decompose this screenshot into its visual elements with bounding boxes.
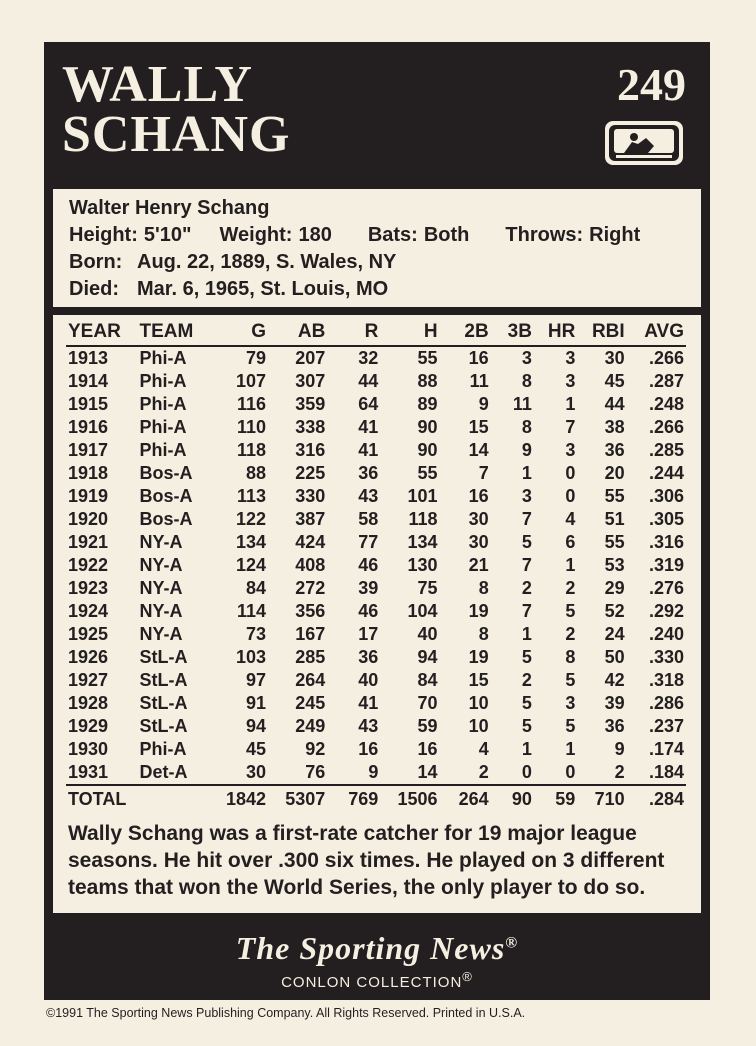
stat-cell-avg: .248 (648, 394, 684, 414)
stat-cell-hr: 1 (565, 739, 576, 759)
stat-cell-2b: 19 (468, 647, 489, 667)
stat-cell-hr: 8 (565, 647, 576, 667)
table-row (66, 462, 686, 485)
stat-cell-avg: .318 (648, 670, 684, 690)
stat-cell-2b: 15 (468, 417, 489, 437)
stat-cell-ab: 338 (295, 417, 326, 437)
stat-cell-h: 90 (417, 440, 438, 460)
stat-cell-2b: 19 (468, 601, 489, 621)
stat-cell-2b: 15 (468, 670, 489, 690)
total-cell-hr: 59 (534, 785, 577, 812)
stat-cell-r: 58 (358, 509, 379, 529)
stat-cell-r: 43 (358, 486, 379, 506)
stat-cell-r: 39 (358, 578, 379, 598)
stat-cell-ab: 249 (295, 716, 326, 736)
stat-cell-3b: 7 (521, 601, 532, 621)
stat-cell-r: 36 (358, 647, 379, 667)
stat-cell-h: 94 (417, 647, 438, 667)
stat-cell-rbi: 38 (604, 417, 625, 437)
stat-cell-team: NY-A (139, 624, 183, 644)
stat-cell-r: 41 (358, 417, 379, 437)
stat-cell-avg: .305 (648, 509, 684, 529)
stats-header-hr: HR (534, 318, 577, 346)
stat-cell-avg: .330 (648, 647, 684, 667)
stat-cell-h: 90 (417, 417, 438, 437)
table-row (66, 554, 686, 577)
copyright-line: ©1991 The Sporting News Publishing Company. All Rights Reserved. Printed in U.S.A. (46, 1006, 526, 1020)
stat-cell-year: 1919 (68, 486, 109, 506)
stat-cell-2b: 30 (468, 532, 489, 552)
stats-header-g: G (220, 318, 268, 346)
stat-cell-3b: 2 (521, 578, 532, 598)
stat-cell-avg: .306 (648, 486, 684, 506)
stat-cell-2b: 16 (468, 486, 489, 506)
stat-cell-r: 46 (358, 601, 379, 621)
throws-label: Throws: (505, 224, 584, 246)
stat-cell-3b: 8 (521, 371, 532, 391)
stat-cell-3b: 11 (512, 394, 532, 414)
stat-cell-h: 84 (417, 670, 438, 690)
stat-cell-rbi: 36 (604, 440, 625, 460)
career-stats-table (66, 318, 686, 812)
stat-cell-avg: .174 (648, 739, 684, 759)
stat-cell-hr: 3 (565, 371, 576, 391)
stat-cell-r: 17 (358, 624, 379, 644)
stat-cell-year: 1927 (68, 670, 109, 690)
stats-header-2b: 2B (440, 318, 491, 346)
stat-cell-year: 1916 (68, 417, 109, 437)
stat-cell-r: 44 (358, 371, 379, 391)
stat-cell-year: 1917 (68, 440, 109, 460)
stat-cell-g: 116 (237, 394, 267, 414)
table-row (66, 577, 686, 600)
stat-cell-ab: 307 (295, 371, 326, 391)
stat-cell-team: StL-A (139, 670, 188, 690)
stat-cell-rbi: 55 (604, 486, 625, 506)
stat-cell-year: 1918 (68, 463, 109, 483)
stat-cell-r: 41 (358, 693, 379, 713)
stat-cell-hr: 3 (565, 440, 576, 460)
stat-cell-g: 114 (237, 601, 267, 621)
stat-cell-g: 73 (246, 624, 267, 644)
stat-cell-r: 40 (358, 670, 379, 690)
stat-cell-2b: 2 (478, 762, 489, 782)
stat-cell-hr: 5 (565, 601, 576, 621)
born-label: Born: (69, 251, 123, 273)
stat-cell-year: 1929 (68, 716, 109, 736)
stat-cell-2b: 16 (468, 348, 489, 368)
stat-cell-year: 1928 (68, 693, 109, 713)
table-row (66, 738, 686, 761)
stat-cell-3b: 7 (521, 555, 532, 575)
player-blurb: Wally Schang was a first-rate catcher for 19 major league seasons. He hit over .300 six times. He played on 3 different teams that won the World Series, the only player to do so. (68, 822, 665, 899)
stat-cell-2b: 30 (468, 509, 489, 529)
stat-cell-3b: 5 (521, 532, 532, 552)
stat-cell-hr: 5 (565, 716, 576, 736)
stat-cell-h: 88 (417, 371, 438, 391)
stat-cell-2b: 10 (468, 716, 489, 736)
bats-label: Bats: (367, 224, 418, 246)
stats-header-avg: AVG (627, 318, 686, 346)
died-value: Mar. 6, 1965, St. Louis, MO (137, 278, 389, 300)
stat-cell-3b: 7 (521, 509, 532, 529)
stat-cell-g: 110 (237, 417, 267, 437)
stat-cell-team: Bos-A (139, 509, 193, 529)
stat-cell-h: 59 (417, 716, 438, 736)
stats-header-r: R (327, 318, 380, 346)
mlb-logo-icon (604, 120, 684, 166)
stat-cell-year: 1924 (68, 601, 109, 621)
died-label: Died: (69, 278, 119, 300)
table-row (66, 393, 686, 416)
table-row (66, 508, 686, 531)
table-row (66, 646, 686, 669)
stat-cell-rbi: 20 (604, 463, 625, 483)
stat-cell-avg: .237 (648, 716, 684, 736)
stat-cell-team: NY-A (139, 532, 183, 552)
stat-cell-hr: 1 (565, 555, 576, 575)
total-cell-team (138, 785, 221, 812)
stat-cell-2b: 10 (468, 693, 489, 713)
stat-cell-g: 107 (236, 371, 267, 391)
stat-cell-ab: 424 (295, 532, 326, 552)
stat-cell-g: 134 (236, 532, 267, 552)
table-row (66, 346, 686, 370)
stat-cell-r: 64 (358, 394, 379, 414)
stat-cell-2b: 11 (469, 371, 489, 391)
stat-cell-hr: 2 (565, 624, 576, 644)
stat-cell-year: 1913 (68, 348, 109, 368)
stat-cell-team: StL-A (139, 716, 188, 736)
bio-panel (53, 189, 701, 307)
stat-cell-3b: 5 (521, 647, 532, 667)
stat-cell-h: 55 (417, 463, 438, 483)
stat-cell-year: 1921 (68, 532, 109, 552)
stat-cell-3b: 1 (521, 739, 532, 759)
table-row (66, 715, 686, 738)
stat-cell-rbi: 29 (604, 578, 625, 598)
stat-cell-ab: 285 (295, 647, 326, 667)
bats-value: Both (423, 224, 470, 246)
stat-cell-g: 45 (246, 739, 267, 759)
stat-cell-r: 77 (358, 532, 379, 552)
stats-header-ab: AB (268, 318, 327, 346)
player-name (62, 56, 291, 163)
stat-cell-2b: 21 (468, 555, 489, 575)
stat-cell-hr: 3 (565, 348, 576, 368)
stat-cell-h: 55 (417, 348, 438, 368)
stat-cell-3b: 0 (521, 762, 532, 782)
stat-cell-ab: 167 (295, 624, 326, 644)
total-cell-year: TOTAL (66, 785, 138, 812)
stat-cell-3b: 3 (521, 486, 532, 506)
stat-cell-r: 32 (358, 348, 379, 368)
stat-cell-year: 1915 (68, 394, 109, 414)
stat-cell-avg: .286 (648, 693, 684, 713)
stats-header-3b: 3B (491, 318, 534, 346)
stats-body (66, 346, 686, 812)
full-name-value: Walter Henry Schang (69, 197, 270, 219)
table-row (66, 531, 686, 554)
stat-cell-g: 91 (246, 693, 267, 713)
stat-cell-ab: 264 (295, 670, 326, 690)
stat-cell-h: 89 (417, 394, 438, 414)
stat-cell-h: 104 (407, 601, 438, 621)
stats-header-team: TEAM (138, 318, 221, 346)
stat-cell-team: Phi-A (139, 739, 187, 759)
stat-cell-g: 30 (246, 762, 267, 782)
stat-cell-team: Phi-A (139, 417, 187, 437)
stat-cell-ab: 387 (295, 509, 326, 529)
stat-cell-3b: 3 (521, 348, 532, 368)
stat-cell-year: 1925 (68, 624, 109, 644)
brand-subtitle-reg: ® (462, 969, 473, 984)
stat-cell-h: 75 (417, 578, 438, 598)
stat-cell-g: 84 (246, 578, 267, 598)
stat-cell-ab: 356 (295, 601, 326, 621)
stat-cell-ab: 408 (295, 555, 326, 575)
stat-cell-avg: .319 (648, 555, 684, 575)
bio-died-row (69, 276, 685, 303)
bio-born-row (69, 249, 685, 276)
stat-cell-g: 103 (236, 647, 267, 667)
stat-cell-2b: 7 (478, 463, 489, 483)
stat-cell-h: 40 (417, 624, 438, 644)
stat-cell-2b: 14 (468, 440, 489, 460)
stat-cell-ab: 225 (295, 463, 326, 483)
total-cell-2b: 264 (440, 785, 491, 812)
stat-cell-team: Bos-A (139, 463, 193, 483)
stats-header-rbi: RBI (577, 318, 626, 346)
stat-cell-team: Det-A (139, 762, 188, 782)
stat-cell-g: 118 (237, 440, 267, 460)
stat-cell-avg: .292 (648, 601, 684, 621)
stat-cell-h: 101 (407, 486, 438, 506)
stat-cell-rbi: 42 (604, 670, 625, 690)
stat-cell-year: 1922 (68, 555, 109, 575)
stat-cell-rbi: 51 (604, 509, 625, 529)
stats-header-year: YEAR (66, 318, 138, 346)
total-cell-g: 1842 (220, 785, 268, 812)
stat-cell-hr: 2 (565, 578, 576, 598)
stat-cell-team: StL-A (139, 647, 188, 667)
stat-cell-r: 9 (368, 762, 379, 782)
stat-cell-3b: 2 (521, 670, 532, 690)
stat-cell-2b: 8 (478, 624, 489, 644)
stat-cell-hr: 0 (565, 486, 576, 506)
stat-cell-hr: 0 (565, 762, 576, 782)
stat-cell-year: 1930 (68, 739, 109, 759)
total-cell-ab: 5307 (268, 785, 327, 812)
total-cell-rbi: 710 (577, 785, 626, 812)
stat-cell-rbi: 9 (614, 739, 625, 759)
stat-cell-hr: 1 (565, 394, 576, 414)
weight-label: Weight: (219, 224, 293, 246)
throws-value: Right (589, 224, 641, 246)
stat-cell-3b: 1 (521, 624, 532, 644)
brand-block (44, 930, 710, 991)
table-row (66, 485, 686, 508)
stat-cell-avg: .184 (648, 762, 684, 782)
stat-cell-team: Phi-A (139, 371, 187, 391)
table-row (66, 416, 686, 439)
stat-cell-r: 43 (358, 716, 379, 736)
stat-cell-2b: 4 (478, 739, 489, 759)
stat-cell-r: 36 (358, 463, 379, 483)
stat-cell-avg: .266 (648, 348, 684, 368)
stat-cell-rbi: 44 (604, 394, 625, 414)
stats-total-row (66, 785, 686, 812)
stats-header-row (66, 318, 686, 346)
stat-cell-r: 16 (358, 739, 379, 759)
stat-cell-h: 16 (417, 739, 438, 759)
stat-cell-3b: 5 (521, 716, 532, 736)
height-label: Height: (69, 224, 138, 246)
stat-cell-team: Phi-A (139, 348, 187, 368)
stat-cell-team: NY-A (139, 601, 183, 621)
brand-title (44, 930, 710, 967)
stat-cell-hr: 3 (565, 693, 576, 713)
table-row (66, 370, 686, 393)
stat-cell-rbi: 2 (614, 762, 625, 782)
stat-cell-avg: .276 (648, 578, 684, 598)
born-value: Aug. 22, 1889, S. Wales, NY (137, 251, 397, 273)
stat-cell-rbi: 52 (604, 601, 625, 621)
brand-subtitle-text: CONLON COLLECTION (281, 974, 463, 991)
weight-value: 180 (298, 224, 332, 246)
stat-cell-r: 41 (358, 440, 379, 460)
stat-cell-year: 1931 (68, 762, 109, 782)
stat-cell-h: 118 (408, 509, 438, 529)
stats-panel (53, 315, 701, 913)
stat-cell-ab: 316 (295, 440, 326, 460)
card-number: 249 (617, 59, 686, 110)
total-cell-avg: .284 (627, 785, 686, 812)
stat-cell-ab: 207 (295, 348, 326, 368)
player-first-name: WALLY (62, 56, 253, 113)
table-row (66, 761, 686, 785)
stat-cell-hr: 5 (565, 670, 576, 690)
stat-cell-team: NY-A (139, 578, 183, 598)
height-value: 5'10" (143, 224, 192, 246)
stat-cell-rbi: 39 (604, 693, 625, 713)
brand-subtitle (44, 969, 710, 991)
stat-cell-hr: 7 (565, 417, 576, 437)
total-cell-3b: 90 (491, 785, 534, 812)
stat-cell-rbi: 50 (604, 647, 625, 667)
stat-cell-2b: 8 (478, 578, 489, 598)
stat-cell-r: 46 (358, 555, 379, 575)
stat-cell-3b: 9 (521, 440, 532, 460)
stat-cell-avg: .285 (648, 440, 684, 460)
total-cell-r: 769 (327, 785, 380, 812)
stat-cell-g: 94 (246, 716, 267, 736)
player-last-name: SCHANG (62, 106, 291, 163)
stat-cell-h: 14 (417, 762, 438, 782)
stat-cell-avg: .244 (648, 463, 684, 483)
stat-cell-team: Phi-A (139, 394, 187, 414)
stat-cell-ab: 272 (295, 578, 326, 598)
stat-cell-avg: .240 (648, 624, 684, 644)
stat-cell-g: 88 (246, 463, 267, 483)
stat-cell-team: StL-A (139, 693, 188, 713)
bio-physical-row (69, 222, 685, 249)
stat-cell-team: Phi-A (139, 440, 187, 460)
stat-cell-g: 79 (246, 348, 267, 368)
stat-cell-h: 134 (407, 532, 438, 552)
stat-cell-team: Bos-A (139, 486, 193, 506)
stat-cell-3b: 5 (521, 693, 532, 713)
stat-cell-g: 124 (236, 555, 267, 575)
stat-cell-3b: 1 (521, 463, 532, 483)
stat-cell-year: 1920 (68, 509, 109, 529)
stat-cell-rbi: 36 (604, 716, 625, 736)
stat-cell-team: NY-A (139, 555, 183, 575)
stat-cell-rbi: 53 (604, 555, 625, 575)
stats-header-h: H (380, 318, 439, 346)
table-row (66, 439, 686, 462)
stat-cell-year: 1926 (68, 647, 109, 667)
stat-cell-ab: 245 (295, 693, 326, 713)
stat-cell-2b: 9 (478, 394, 489, 414)
total-cell-h: 1506 (380, 785, 439, 812)
stat-cell-rbi: 24 (604, 624, 625, 644)
stat-cell-year: 1914 (68, 371, 109, 391)
stat-cell-h: 70 (417, 693, 438, 713)
stat-cell-hr: 4 (565, 509, 576, 529)
stat-cell-rbi: 30 (604, 348, 625, 368)
stat-cell-g: 113 (237, 486, 267, 506)
brand-title-reg: ® (505, 934, 519, 952)
stat-cell-ab: 330 (295, 486, 326, 506)
table-row (66, 600, 686, 623)
stat-cell-g: 122 (236, 509, 267, 529)
stat-cell-avg: .316 (648, 532, 684, 552)
stat-cell-g: 97 (246, 670, 267, 690)
stat-cell-ab: 359 (295, 394, 326, 414)
stat-cell-rbi: 55 (604, 532, 625, 552)
stat-cell-rbi: 45 (604, 371, 625, 391)
stat-cell-ab: 76 (305, 762, 326, 782)
stat-cell-ab: 92 (305, 739, 326, 759)
table-row (66, 669, 686, 692)
bio-full-name (69, 195, 685, 222)
stat-cell-h: 130 (407, 555, 438, 575)
stat-cell-hr: 0 (565, 463, 576, 483)
table-row (66, 623, 686, 646)
stat-cell-avg: .266 (648, 417, 684, 437)
stat-cell-hr: 6 (565, 532, 576, 552)
table-row (66, 692, 686, 715)
stat-cell-avg: .287 (648, 371, 684, 391)
stat-cell-3b: 8 (521, 417, 532, 437)
stat-cell-year: 1923 (68, 578, 109, 598)
brand-title-text: The Sporting News (235, 930, 506, 966)
